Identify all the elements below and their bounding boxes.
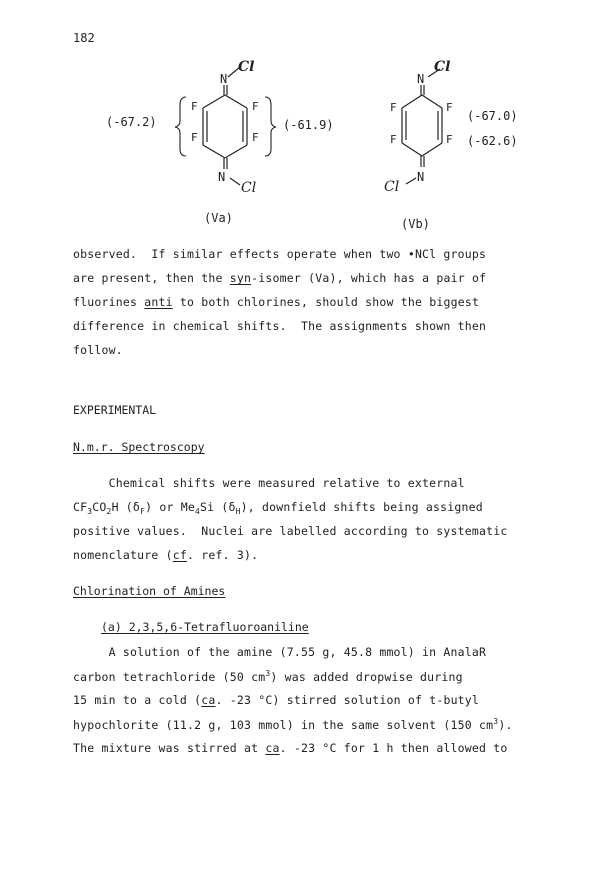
double-bond-marker: • bbox=[407, 247, 415, 261]
vb-f-4: F bbox=[446, 133, 453, 146]
structure-vb-diagram bbox=[380, 55, 480, 195]
para2-line1: Chemical shifts were measured relative to external bbox=[73, 476, 465, 490]
vb-top-n: N bbox=[417, 72, 425, 86]
para1-line3: fluorines anti to both chlorines, should show the biggest bbox=[73, 295, 480, 309]
para1-line1: observed. If similar effects operate when two •NCl groups bbox=[73, 247, 487, 261]
para3-line1: A solution of the amine (7.55 g, 45.8 mmol) in AnalaR bbox=[73, 645, 487, 659]
page-number: 182 bbox=[73, 31, 95, 45]
para2-line4: nomenclature (cf. ref. 3). bbox=[73, 548, 259, 562]
para3-line5: The mixture was stirred at ca. -23 °C for 1 h then allowed to bbox=[73, 741, 508, 755]
vb-shift-top: (-67.0) bbox=[467, 109, 518, 123]
va-top-n: N bbox=[220, 72, 228, 86]
vb-bottom-n: N bbox=[417, 170, 425, 184]
va-top-cl: Cl bbox=[238, 59, 255, 75]
vb-f-1: F bbox=[390, 101, 397, 114]
va-f-3: F bbox=[191, 131, 198, 144]
para2-line2: $CF_3CO_2H$ $(\delta_F)$ or $Me_4Si$ $(\delta_H)$, downfield shifts being assigned bbox=[73, 500, 483, 516]
para2-line3: positive values. Nuclei are labelled according to systematic bbox=[73, 524, 508, 538]
para1-line5: follow. bbox=[73, 343, 123, 357]
va-shift-right: (-61.9) bbox=[283, 118, 334, 132]
chlorination-heading: Chlorination of Amines bbox=[73, 584, 226, 598]
va-f-4: F bbox=[252, 131, 259, 144]
va-bottom-n: N bbox=[218, 170, 226, 184]
vb-shift-bottom: (-62.6) bbox=[467, 134, 518, 148]
sub-heading: (a) 2,3,5,6-Tetrafluoroaniline bbox=[101, 620, 309, 634]
vb-top-cl: Cl bbox=[434, 59, 451, 75]
para1-line4: difference in chemical shifts. The assignments shown then bbox=[73, 319, 487, 333]
para3-line4: hypochlorite (11.2 g, 103 mmol) in the same solvent (150 $cm^3$). bbox=[73, 717, 513, 732]
vb-bottom-cl: Cl bbox=[384, 179, 400, 195]
va-shift-left: (-67.2) bbox=[106, 115, 157, 129]
para3-line3: 15 min to a cold (ca. -23 °C) stirred solution of t-butyl bbox=[73, 693, 480, 707]
para3-line2: carbon tetrachloride (50 $cm^3$) was added dropwise during bbox=[73, 669, 463, 684]
vb-f-3: F bbox=[390, 133, 397, 146]
para1-line2: are present, then the syn-isomer (Va), which has a pair of bbox=[73, 271, 487, 285]
va-bottom-cl: Cl bbox=[241, 180, 257, 196]
experimental-heading: EXPERIMENTAL bbox=[73, 403, 157, 417]
va-f-2: F bbox=[252, 100, 259, 113]
va-label: (Va) bbox=[204, 211, 233, 225]
vb-f-2: F bbox=[446, 101, 453, 114]
nmr-heading: N.m.r. Spectroscopy bbox=[73, 440, 205, 454]
va-f-1: F bbox=[191, 100, 198, 113]
vb-label: (Vb) bbox=[401, 217, 430, 231]
